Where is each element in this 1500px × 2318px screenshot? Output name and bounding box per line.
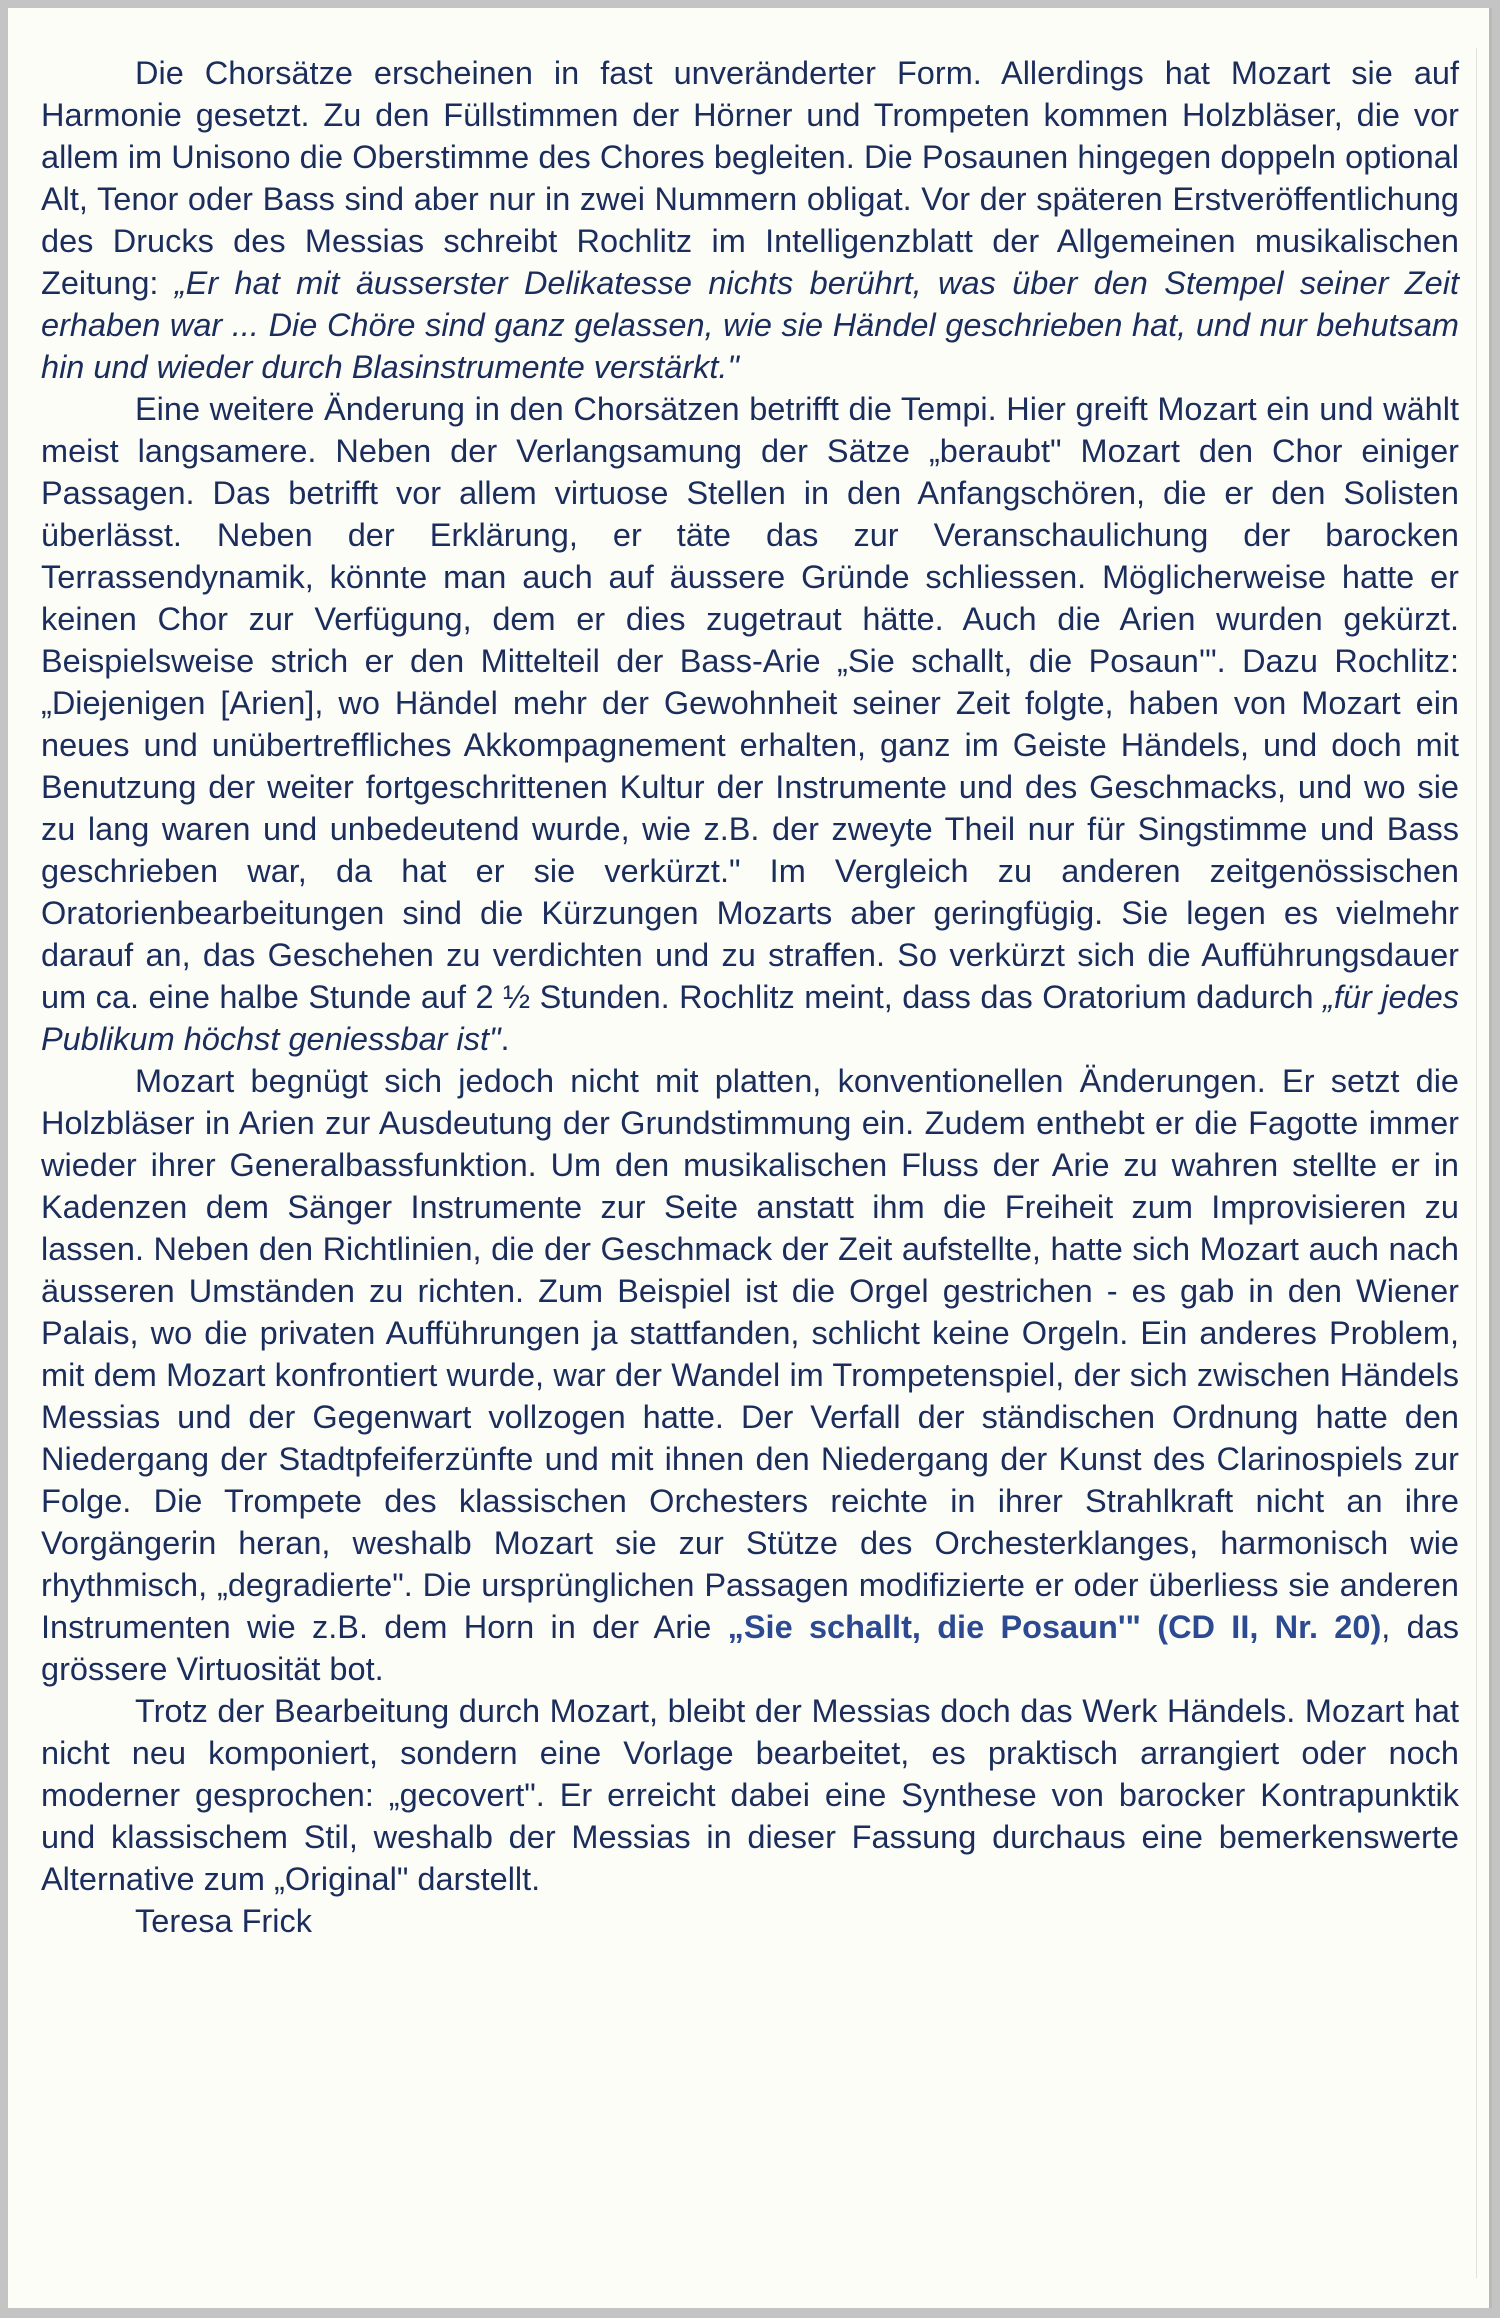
paragraph-4	[41, 1690, 1459, 1900]
author-signature: Teresa Frick	[135, 1903, 312, 1939]
article-body	[41, 52, 1459, 1942]
paragraph-3	[41, 1060, 1459, 1690]
paragraph-2-tail: .	[500, 1021, 510, 1057]
paragraph-3-tail: , das grössere Virtuosität bot.	[41, 1609, 1459, 1687]
paragraph-4-text: Trotz der Bearbeitung durch Mozart, bleibt der Messias doch das Werk Händels. Mozart hat nicht neu komponiert, sondern eine Vorlage bearbeitet, es praktisch arrangiert oder noch moderner gesprochen: „gecovert". Er erreicht dabei eine Synthese von barocker Kontrapunktik und klassischem Stil, weshalb der Messias in dieser Fassung durchaus eine bemerkenswerte Alternative zum „Original" darstellt.	[41, 1693, 1459, 1897]
rochlitz-quote-publikum: „für jedes Publikum höchst geniessbar ist"	[41, 979, 1459, 1057]
paragraph-3-text: Mozart begnügt sich jedoch nicht mit platten, konventionellen Änderungen. Er setzt die Holzbläser in Arien zur Ausdeutung der Grundstimmung ein. Zudem enthebt er die Fagotte immer wieder ihrer Generalbassfunktion. Um den musikalischen Fluss der Arie zu wahren stellte er in Kadenzen dem Sänger Instrumente zur Seite anstatt ihm die Freiheit zum Improvisieren zu lassen. Neben den Richtlinien, die der Geschmack der Zeit aufstellte, hatte sich Mozart auch nach äusseren Umständen zu richten. Zum Beispiel ist die Orgel gestrichen - es gab in den Wiener Palais, wo die privaten Aufführungen ja stattfanden, schlicht keine Orgeln. Ein anderes Problem, mit dem Mozart konfrontiert wurde, war der Wandel im Trompetenspiel, der sich zwischen Händels Messias und der Gegenwart vollzogen hatte. Der Verfall der ständischen Ordnung hatte den Niedergang der Stadtpfeiferzünfte und mit ihnen den Niedergang der Kunst des Clarinospiels zur Folge. Die Trompete des klassischen Orchesters reichte in ihrer Strahlkraft nicht an ihre Vorgängerin heran, weshalb Mozart sie zur Stütze des Orchesterklanges, harmonisch wie rhythmisch, „degradierte". Die ursprünglichen Passagen modifizierte er oder überliess sie anderen Instrumenten wie z.B. dem Horn in der Arie	[41, 1063, 1459, 1645]
paragraph-2	[41, 388, 1459, 1060]
page-edge-rule	[1476, 48, 1477, 2278]
document-page	[8, 8, 1492, 2308]
paragraph-1-text: Die Chorsätze erscheinen in fast unveränderter Form. Allerdings hat Mozart sie auf Harmonie gesetzt. Zu den Füllstimmen der Hörner und Trompeten kommen Holzbläser, die vor allem im Unisono die Oberstimme des Chores begleiten. Die Posaunen hingegen doppeln optional Alt, Tenor oder Bass sind aber nur in zwei Nummern obligat. Vor der späteren Erstveröffentlichung des Drucks des Messias schreibt Rochlitz im Intelligenzblatt der Allgemeinen musikalischen Zeitung:	[41, 55, 1459, 301]
paragraph-2-text: Eine weitere Änderung in den Chorsätzen betrifft die Tempi. Hier greift Mozart ein und wählt meist langsamere. Neben der Verlangsamung der Sätze „beraubt" Mozart den Chor einiger Passagen. Das betrifft vor allem virtuose Stellen in den Anfangschören, die er den Solisten überlässt. Neben der Erklärung, er täte das zur Veranschaulichung der barocken Terrassendynamik, könnte man auch auf äussere Gründe schliessen. Möglicherweise hatte er keinen Chor zur Verfügung, dem er dies zugetraut hätte. Auch die Arien wurden gekürzt. Beispielsweise strich er den Mittelteil der Bass-Arie „Sie schallt, die Posaun'". Dazu Rochlitz: „Diejenigen [Arien], wo Händel mehr der Gewohnheit seiner Zeit folgte, haben von Mozart ein neues und unübertreffliches Akkompagnement erhalten, ganz im Geiste Händels, und doch mit Benutzung der weiter fortgeschrittenen Kultur der Instrumente und des Geschmacks, und wo sie zu lang waren und unbedeutend wurde, wie z.B. der zweyte Theil nur für Singstimme und Bass geschrieben war, da hat er sie verkürzt." Im Vergleich zu anderen zeitgenössischen Oratorienbearbeitungen sind die Kürzungen Mozarts aber geringfügig. Sie legen es vielmehr darauf an, das Geschehen zu verdichten und zu straffen. So verkürzt sich die Aufführungsdauer um ca. eine halbe Stunde auf 2 ½ Stunden. Rochlitz meint, dass das Oratorium dadurch	[41, 391, 1459, 1015]
cd-track-reference: „Sie schallt, die Posaun'" (CD II, Nr. 20)	[727, 1609, 1382, 1645]
paragraph-1	[41, 52, 1459, 388]
rochlitz-quote-chorus: „Er hat mit äusserster Delikatesse nichts berührt, was über den Stempel seiner Zeit erhaben war ... Die Chöre sind ganz gelassen, wie sie Händel geschrieben hat, und nur behutsam hin und wieder durch Blasinstrumente verstärkt."	[41, 265, 1459, 385]
